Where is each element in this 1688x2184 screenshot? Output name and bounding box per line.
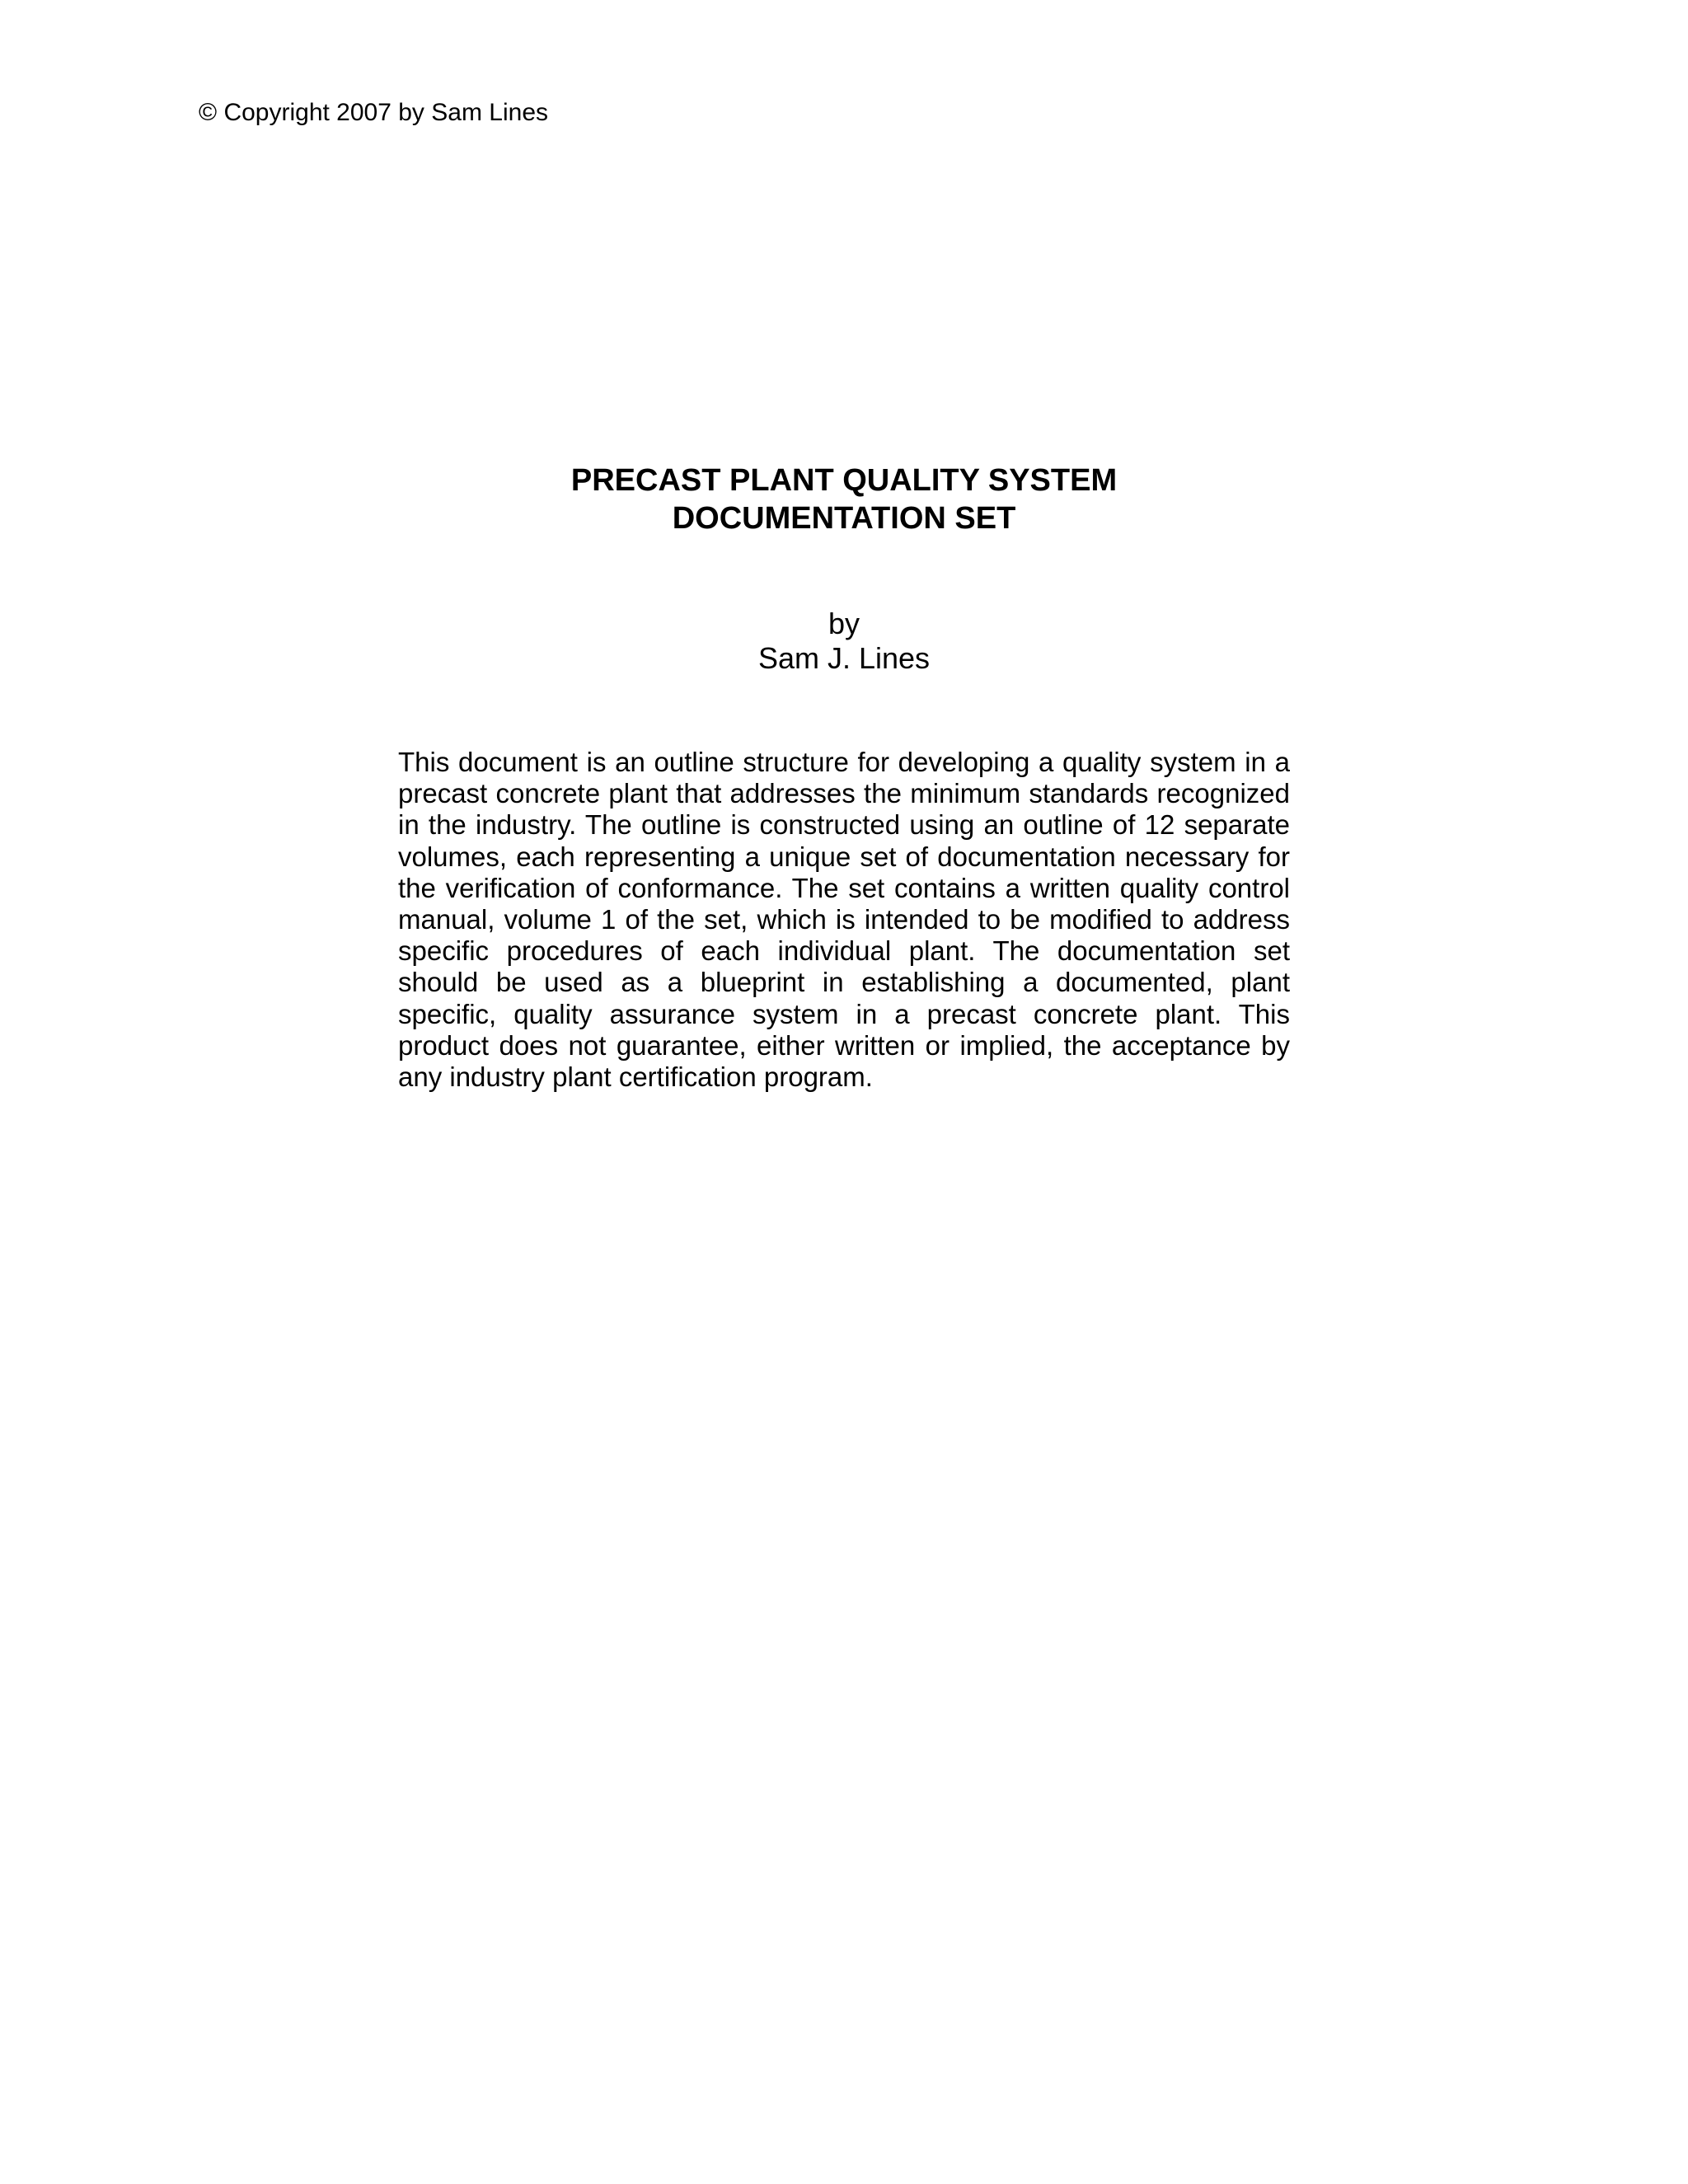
title-line-2: DOCUMENTATION SET (672, 501, 1016, 536)
title-line-1: PRECAST PLANT QUALITY SYSTEM (570, 463, 1118, 498)
abstract-paragraph: This document is an outline structure for developing a quality system in a precast concrete plant that addresses the minimum standards recognized in the industry. The outline is constructed using an outline of 12 separate volumes, each representing a unique set of documentation necessary for the verification of conformance. The set contains a written quality control manual, volume 1 of the set, which is intended to be modified to address specific procedures of each individual plant. The documentation set should be used as a blueprint in establishing a documented, plant specific, quality assurance system in a precast concrete plant. This product does not guarantee, either written or implied, the acceptance by any industry plant certification program. (398, 747, 1290, 1093)
copyright-notice: © Copyright 2007 by Sam Lines (199, 99, 548, 126)
document-title (0, 462, 1688, 537)
byline (0, 607, 1688, 676)
author-name: Sam J. Lines (757, 641, 931, 675)
byline-by: by (828, 607, 860, 640)
